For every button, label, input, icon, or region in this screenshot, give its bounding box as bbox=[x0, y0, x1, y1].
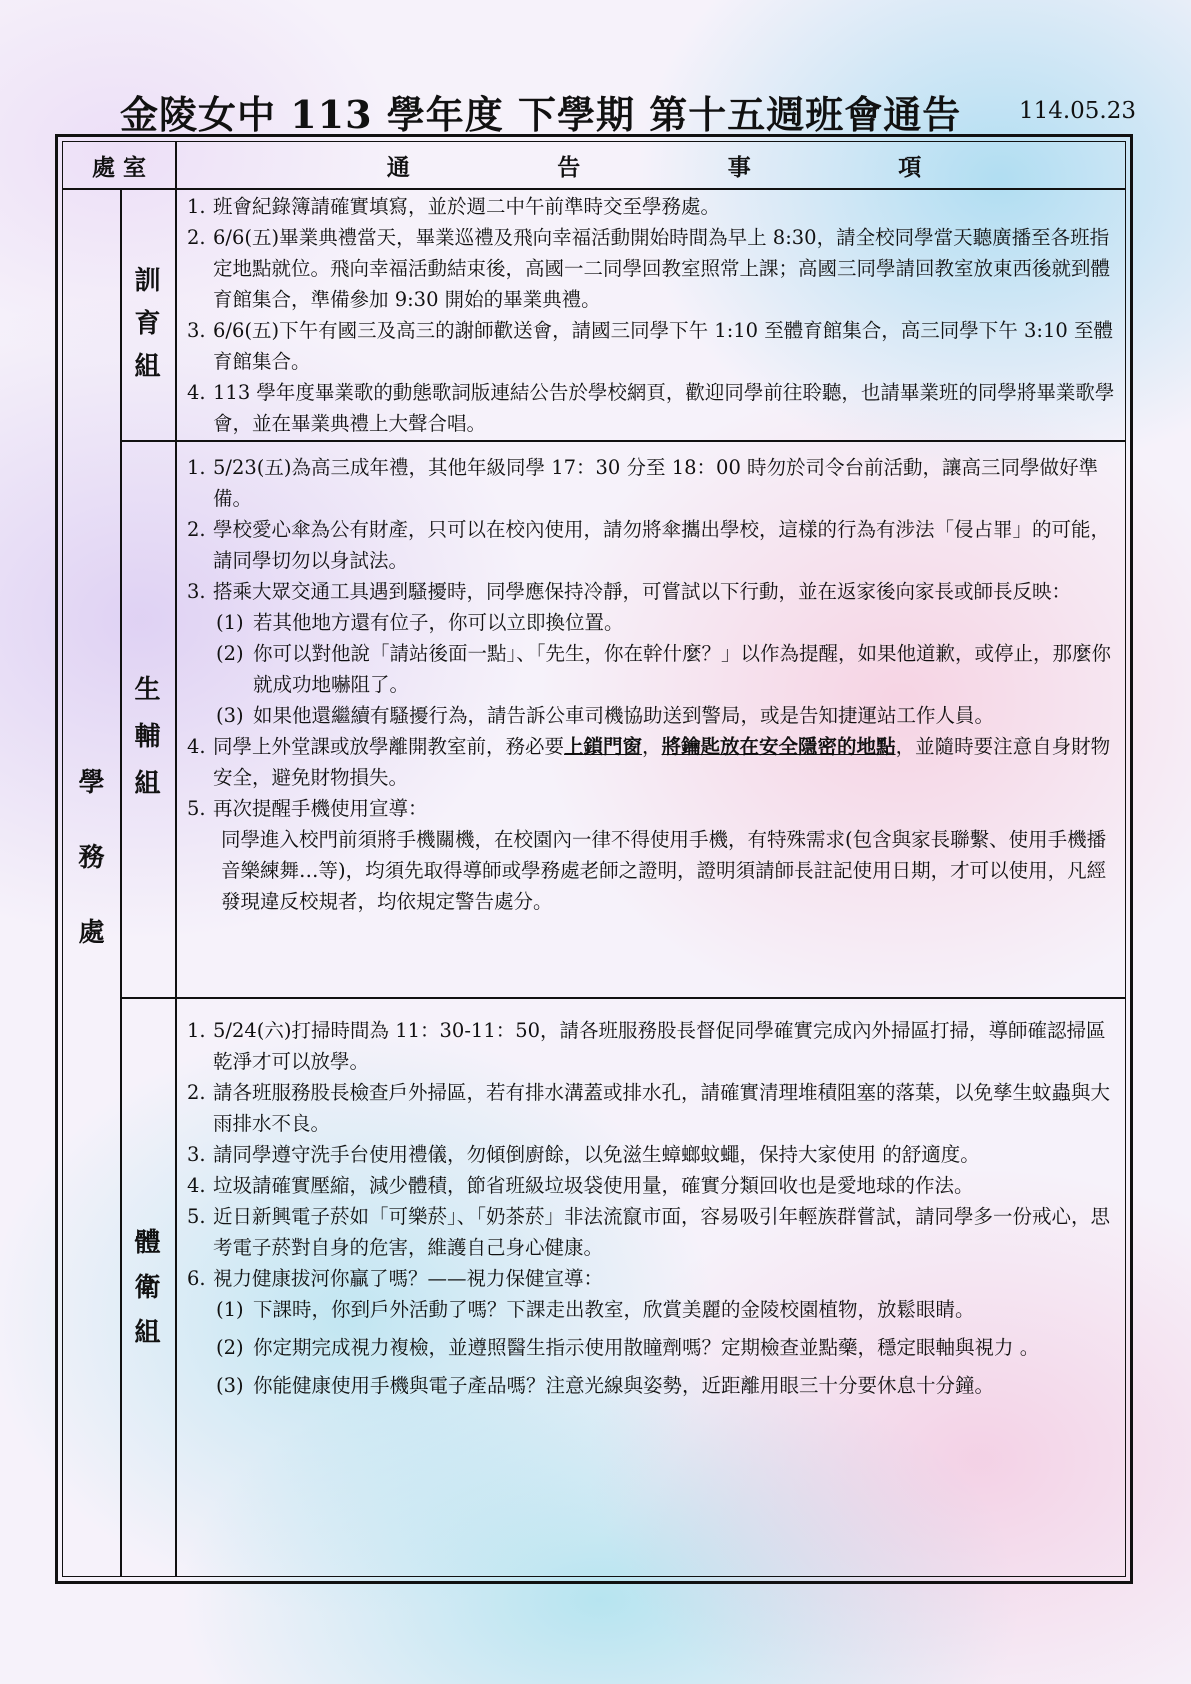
sub-item-number: (3) bbox=[216, 704, 244, 727]
column-header-char: 事 bbox=[727, 153, 751, 181]
list-item bbox=[183, 191, 1119, 222]
sub-item-number: (2) bbox=[216, 642, 244, 665]
item-text: 6/6(五)下午有國三及高三的謝師歡送會，請國三同學下午 1:10 至體育館集合，高三同學下午 3:10 至體育館集合。 bbox=[213, 319, 1113, 373]
list-item bbox=[183, 452, 1119, 514]
item-text: 搭乘大眾交通工具遇到騷擾時，同學應保持冷靜，可嘗試以下行動，並在返家後向家長或師長反映： bbox=[213, 580, 1072, 603]
section-label-char: 訓 bbox=[134, 266, 161, 296]
item-number: 3. bbox=[187, 1143, 206, 1166]
list-item bbox=[183, 576, 1119, 607]
item-text: 113 學年度畢業歌的動態歌詞版連結公告於學校網頁，歡迎同學前往聆聽，也請畢業班的同學將畢業歌學會，並在畢業典禮上大聲合唱。 bbox=[213, 381, 1115, 435]
header-row-divider bbox=[63, 188, 1125, 190]
sub-item bbox=[183, 1294, 1119, 1325]
item-text: ， bbox=[642, 735, 662, 758]
section-divider bbox=[120, 997, 1125, 999]
section-content-shengfu bbox=[183, 452, 1119, 917]
column-header-char: 告 bbox=[557, 153, 581, 181]
section-label-char: 體 bbox=[134, 1228, 161, 1258]
item-text: ，並隨時要注意自身財物安全，避免財物損失。 bbox=[213, 735, 1111, 789]
item-number: 4. bbox=[187, 381, 206, 404]
sub-item-number: (1) bbox=[216, 1298, 244, 1321]
item-text: 視力健康拔河你贏了嗎？——視力保健宣導： bbox=[213, 1267, 604, 1290]
sub-item bbox=[183, 1332, 1119, 1363]
column-divider bbox=[175, 142, 177, 1576]
item-number: 1. bbox=[187, 1019, 206, 1042]
list-item bbox=[183, 1170, 1119, 1201]
item-text: 5/23(五)為高三成年禮，其他年級同學 17：30 分至 18：00 時勿於司令台前活動，讓高三同學做好準備。 bbox=[213, 456, 1099, 510]
item-text: 近日新興電子菸如「可樂菸」、「奶茶菸」非法流竄市面，容易吸引年輕族群嘗試，請同學多一份戒心，思考電子菸對自身的危害，維護自己身心健康。 bbox=[213, 1205, 1111, 1259]
notice-title: 金陵女中 113 學年度 下學期 第十五週班會通告 bbox=[120, 92, 962, 137]
list-item bbox=[183, 377, 1119, 439]
item-text: 5/24(六)打掃時間為 11：30-11：50，請各班服務股長督促同學確實完成內外掃區打掃，導師確認掃區乾淨才可以放學。 bbox=[213, 1019, 1106, 1073]
list-item bbox=[183, 1139, 1119, 1170]
sub-item-text: 下課時，你到戶外活動了嗎？下課走出教室，欣賞美麗的金陵校園植物，放鬆眼睛。 bbox=[253, 1298, 975, 1321]
sub-item bbox=[183, 700, 1119, 731]
item-number: 4. bbox=[187, 735, 206, 758]
section-label-char: 輔 bbox=[134, 722, 161, 752]
section-label-char: 組 bbox=[134, 352, 161, 382]
item-number: 3. bbox=[187, 319, 206, 342]
item-text: 再次提醒手機使用宣導： bbox=[213, 797, 428, 820]
sub-item-text: 你定期完成視力複檢，並遵照醫生指示使用散瞳劑嗎？定期檢查並點藥，穩定眼軸與視力 。 bbox=[253, 1336, 1040, 1359]
column-header-office: 處 室 bbox=[91, 153, 146, 181]
section-divider bbox=[120, 440, 1125, 442]
item-number: 3. bbox=[187, 580, 206, 603]
item-number: 5. bbox=[187, 797, 206, 820]
list-item bbox=[183, 1201, 1119, 1263]
sub-item-number: (3) bbox=[216, 1374, 244, 1397]
section-label-char: 生 bbox=[134, 675, 161, 705]
notice-table bbox=[55, 134, 1133, 1584]
item-text: 同學上外堂課或放學離開教室前，務必要 bbox=[213, 735, 565, 758]
emphasis-lock-windows: 上鎖門窗 bbox=[564, 735, 643, 758]
item-number: 2. bbox=[187, 518, 206, 541]
office-label-char: 學 bbox=[78, 768, 105, 798]
notice-date: 114.05.23 bbox=[1018, 98, 1136, 124]
list-item bbox=[183, 1263, 1119, 1294]
emphasis-keep-keys-safe: 將鑰匙放在安全隱密的地點 bbox=[661, 735, 896, 758]
section-label-char: 組 bbox=[134, 1318, 161, 1348]
item-detail: 同學進入校門前須將手機關機，在校園內一律不得使用手機，有特殊需求(包含與家長聯繫、使用手機播音樂練舞…等)，均須先取得導師或學務處老師之證明，證明須請師長註記使用日期，才可以使用，凡經發現違反校規者，均依規定警告處分。 bbox=[221, 828, 1107, 913]
column-header-char: 項 bbox=[898, 153, 922, 181]
list-item bbox=[183, 793, 1119, 824]
office-label-char: 務 bbox=[78, 843, 105, 873]
notice-header bbox=[120, 84, 1140, 136]
notice-table-inner bbox=[62, 141, 1126, 1577]
item-number: 6. bbox=[187, 1267, 206, 1290]
sub-item-text: 如果他還繼續有騷擾行為，請告訴公車司機協助送到警局，或是告知捷運站工作人員。 bbox=[253, 704, 995, 727]
section-content-tiwei bbox=[183, 1015, 1119, 1401]
list-item bbox=[183, 315, 1119, 377]
list-item bbox=[183, 731, 1119, 793]
list-item bbox=[183, 1077, 1119, 1139]
sub-item bbox=[183, 1370, 1119, 1401]
sub-item-text: 若其他地方還有位子，你可以立即換位置。 bbox=[253, 611, 624, 634]
section-content-xunyu bbox=[183, 191, 1119, 439]
item-text: 垃圾請確實壓縮，減少體積，節省班級垃圾袋使用量，確實分類回收也是愛地球的作法。 bbox=[213, 1174, 974, 1197]
section-label-shengfu bbox=[120, 669, 175, 800]
column-header-char: 通 bbox=[386, 153, 410, 181]
item-number: 1. bbox=[187, 195, 206, 218]
item-text: 請同學遵守洗手台使用禮儀，勿傾倒廚餘，以免滋生蟑螂蚊蠅，保持大家使用 的舒適度。 bbox=[213, 1143, 980, 1166]
sub-item bbox=[183, 638, 1119, 700]
item-number: 1. bbox=[187, 456, 206, 479]
item-number: 2. bbox=[187, 226, 206, 249]
section-label-xunyu bbox=[120, 260, 175, 383]
sub-item-text: 你可以對他說「請站後面一點」、「先生，你在幹什麼？」以作為提醒，如果他道歉，或停止，那麼你就成功地嚇阻了。 bbox=[253, 642, 1112, 696]
item-text: 請各班服務股長檢查戶外掃區，若有排水溝蓋或排水孔，請確實清理堆積阻塞的落葉，以免孳生蚊蟲與大雨排水不良。 bbox=[213, 1081, 1111, 1135]
list-item bbox=[183, 514, 1119, 576]
list-item bbox=[183, 222, 1119, 315]
section-label-char: 組 bbox=[134, 769, 161, 799]
spacer bbox=[183, 1325, 1119, 1332]
item-number: 2. bbox=[187, 1081, 206, 1104]
item-number: 5. bbox=[187, 1205, 206, 1228]
sub-item-text: 你能健康使用手機與電子產品嗎？注意光線與姿勢，近距離用眼三十分要休息十分鐘。 bbox=[253, 1374, 995, 1397]
sub-item-number: (1) bbox=[216, 611, 244, 634]
office-label-char: 處 bbox=[78, 918, 105, 948]
sub-item-number: (2) bbox=[216, 1336, 244, 1359]
section-label-tiwei bbox=[120, 1222, 175, 1349]
office-label bbox=[63, 762, 120, 949]
spacer bbox=[183, 1363, 1119, 1370]
item-text: 班會紀錄簿請確實填寫，並於週二中午前準時交至學務處。 bbox=[213, 195, 721, 218]
section-label-char: 育 bbox=[134, 309, 161, 339]
section-label-char: 衛 bbox=[134, 1273, 161, 1303]
item-number: 4. bbox=[187, 1174, 206, 1197]
list-item bbox=[183, 1015, 1119, 1077]
item-text: 學校愛心傘為公有財產，只可以在校內使用，請勿將傘攜出學校，這樣的行為有涉法「侵占罪」的可能，請同學切勿以身試法。 bbox=[213, 518, 1111, 572]
sub-item bbox=[183, 607, 1119, 638]
column-header-content bbox=[183, 142, 1125, 188]
item-text: 6/6(五)畢業典禮當天，畢業巡禮及飛向幸福活動開始時間為早上 8:30，請全校同學當天聽廣播至各班指定地點就位。飛向幸福活動結束後，高國一二同學回教室照常上課；高國三同學請回教室放東西後就到體育館集合，準備參加 9:30 開始的畢業典禮。 bbox=[213, 226, 1111, 311]
column-divider-office bbox=[120, 188, 122, 1576]
